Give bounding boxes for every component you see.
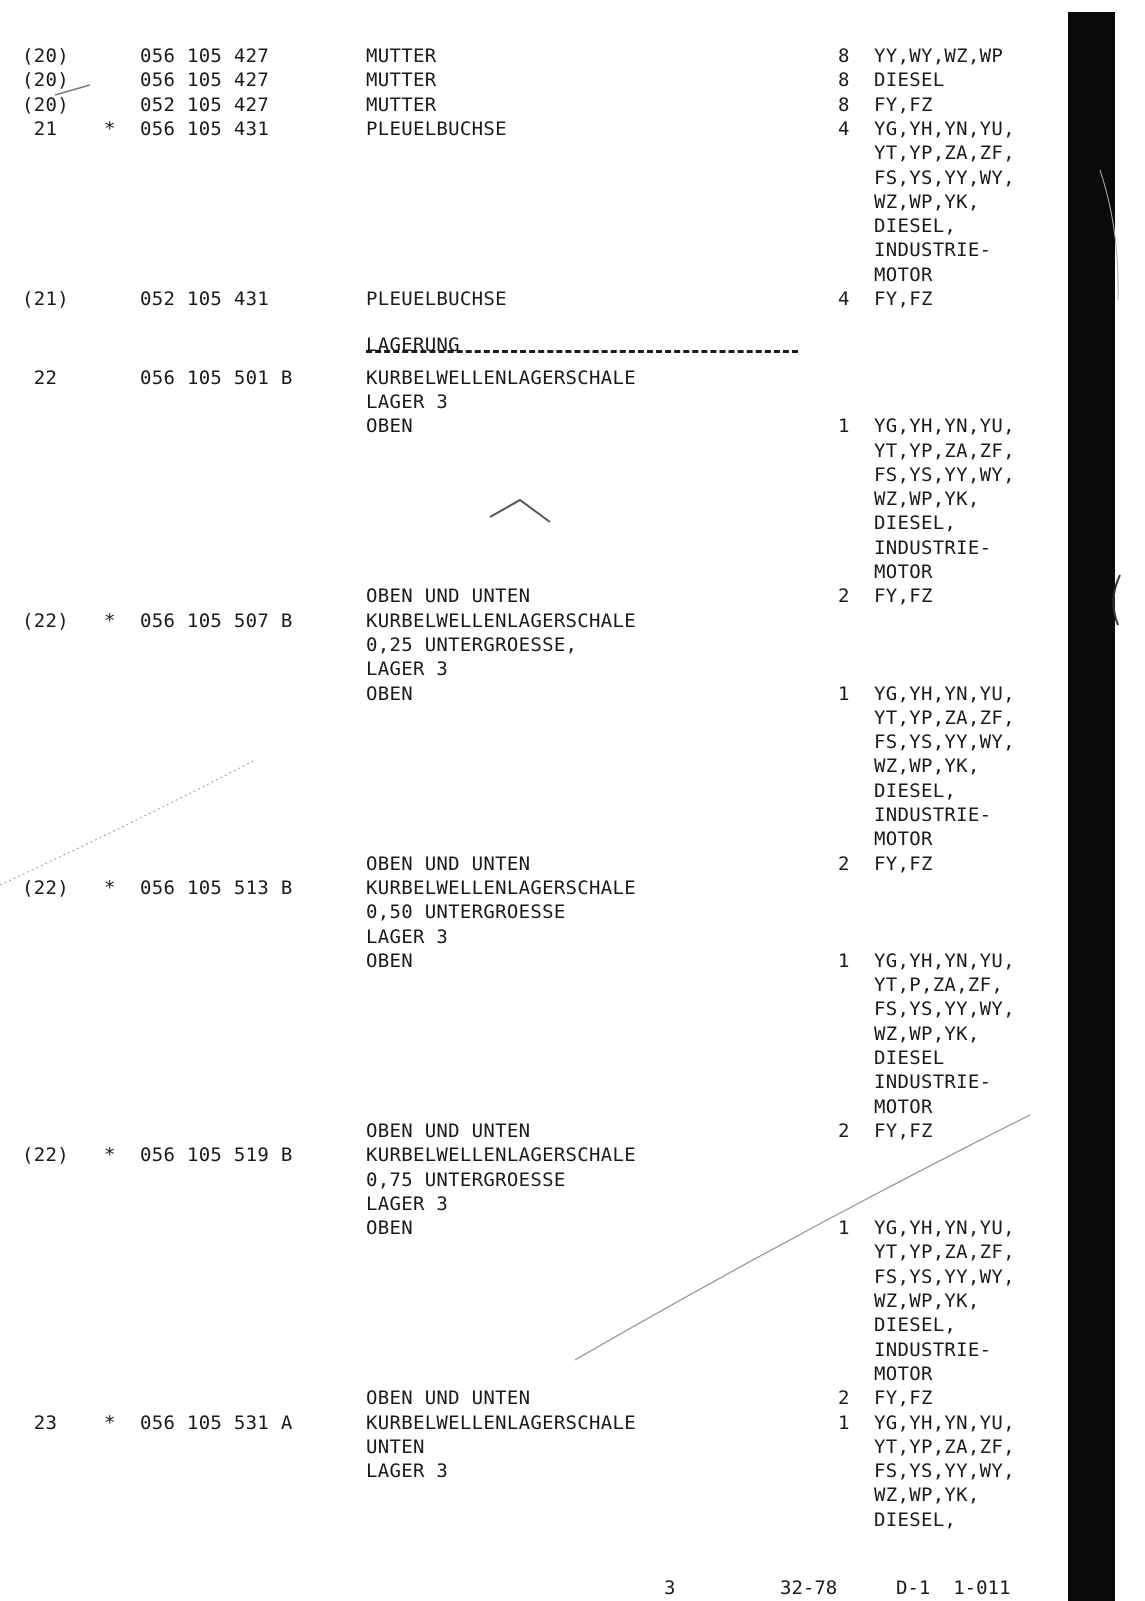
part-number: 052 105 431 bbox=[140, 288, 270, 310]
table-row bbox=[0, 754, 1080, 778]
description: OBEN UND UNTEN bbox=[366, 585, 531, 608]
remark-models: WZ,WP,YK, bbox=[874, 1290, 980, 1312]
table-row bbox=[0, 1046, 1080, 1070]
table-row bbox=[0, 439, 1080, 463]
table-row bbox=[0, 730, 1080, 754]
remark-models: MOTOR bbox=[874, 1095, 933, 1118]
remark-models: FY,FZ bbox=[874, 585, 933, 608]
change-marker: * bbox=[104, 876, 116, 899]
remark-models: YG,YH,YN,YU, bbox=[874, 117, 1015, 140]
remark-models: DIESEL, bbox=[874, 512, 957, 535]
table-row bbox=[0, 1289, 1080, 1313]
table-row bbox=[0, 584, 1080, 608]
table-row bbox=[0, 390, 1080, 414]
description: KURBELWELLENLAGERSCHALE bbox=[366, 876, 636, 899]
remark-models: WZ,WP,YK, bbox=[874, 1022, 980, 1045]
description: KURBELWELLENLAGERSCHALE bbox=[366, 1144, 636, 1167]
quantity: 8 bbox=[838, 69, 850, 92]
table-row bbox=[0, 117, 1080, 141]
description: OBEN bbox=[366, 415, 413, 438]
table-row bbox=[0, 536, 1080, 560]
remark-models: DIESEL, bbox=[874, 1508, 957, 1531]
position-number: (22) bbox=[22, 609, 69, 632]
table-row bbox=[0, 511, 1080, 535]
description: PLEUELBUCHSE bbox=[366, 288, 507, 310]
change-marker: * bbox=[104, 1144, 116, 1167]
remark-models: YY,WY,WZ,WP bbox=[874, 45, 1004, 67]
part-number: 052 105 427 bbox=[140, 93, 270, 116]
footer-reference: D-1 1-011 bbox=[896, 1577, 1011, 1599]
table-row bbox=[0, 1313, 1080, 1337]
table-row bbox=[0, 633, 1080, 657]
part-number: 056 105 427 bbox=[140, 69, 270, 92]
remark-models: WZ,WP,YK, bbox=[874, 488, 980, 511]
quantity: 1 bbox=[838, 949, 850, 972]
table-row bbox=[0, 803, 1080, 827]
remark-models: FS,YS,YY,WY, bbox=[874, 731, 1015, 754]
table-row bbox=[0, 1386, 1080, 1410]
description: OBEN bbox=[366, 1217, 413, 1240]
table-row bbox=[0, 238, 1080, 262]
part-number: 056 105 507 B bbox=[140, 609, 293, 632]
table-row bbox=[0, 852, 1080, 876]
description: OBEN UND UNTEN bbox=[366, 852, 531, 875]
remark-models: MOTOR bbox=[874, 561, 933, 583]
table-row bbox=[0, 949, 1080, 973]
quantity: 1 bbox=[838, 1217, 850, 1240]
table-row bbox=[0, 287, 1080, 311]
description: LAGER 3 bbox=[366, 390, 449, 413]
remark-models: FY,FZ bbox=[874, 852, 933, 875]
table-row bbox=[0, 1411, 1080, 1435]
remark-models: WZ,WP,YK, bbox=[874, 190, 980, 213]
remark-models: YG,YH,YN,YU, bbox=[874, 415, 1015, 438]
description: KURBELWELLENLAGERSCHALE bbox=[366, 1411, 636, 1434]
remark-models: WZ,WP,YK, bbox=[874, 1484, 980, 1507]
part-number: 056 105 431 bbox=[140, 117, 270, 140]
remark-models: INDUSTRIE- bbox=[874, 804, 992, 826]
description: 0,25 UNTERGROESSE, bbox=[366, 633, 578, 656]
remark-models: DIESEL bbox=[874, 1047, 945, 1069]
table-row bbox=[0, 997, 1080, 1021]
description: LAGER 3 bbox=[366, 1192, 449, 1215]
footer-date-code: 32-78 bbox=[780, 1577, 838, 1599]
table-row bbox=[0, 1240, 1080, 1264]
description: LAGER 3 bbox=[366, 658, 449, 681]
remark-models: FY,FZ bbox=[874, 1119, 933, 1142]
quantity: 8 bbox=[838, 93, 850, 116]
description: LAGERUNG bbox=[366, 334, 460, 357]
position-number: (20) bbox=[22, 45, 69, 67]
table-row bbox=[0, 1265, 1080, 1289]
part-number: 056 105 519 B bbox=[140, 1144, 293, 1167]
section-underline bbox=[366, 350, 798, 353]
table-row bbox=[0, 333, 1080, 357]
description: OBEN UND UNTEN bbox=[366, 1119, 531, 1142]
table-row bbox=[0, 1483, 1080, 1507]
remark-models: YT,YP,ZA,ZF, bbox=[874, 1435, 1015, 1458]
table-row bbox=[0, 190, 1080, 214]
change-marker: * bbox=[104, 609, 116, 632]
description: LAGER 3 bbox=[366, 925, 449, 948]
quantity: 1 bbox=[838, 415, 850, 438]
table-row bbox=[0, 900, 1080, 924]
remark-models: YG,YH,YN,YU, bbox=[874, 949, 1015, 972]
table-row bbox=[0, 463, 1080, 487]
table-row bbox=[0, 68, 1080, 92]
change-marker: * bbox=[104, 117, 116, 140]
table-row bbox=[0, 1362, 1080, 1386]
table-row bbox=[0, 1508, 1080, 1532]
remark-models: YG,YH,YN,YU, bbox=[874, 682, 1015, 705]
table-row bbox=[0, 1192, 1080, 1216]
remark-models: MOTOR bbox=[874, 1362, 933, 1385]
quantity: 4 bbox=[838, 117, 850, 140]
table-row bbox=[0, 1119, 1080, 1143]
quantity: 1 bbox=[838, 682, 850, 705]
table-row bbox=[0, 925, 1080, 949]
description: PLEUELBUCHSE bbox=[366, 117, 507, 140]
table-row bbox=[0, 1022, 1080, 1046]
remark-models: FY,FZ bbox=[874, 1387, 933, 1410]
remark-models: MOTOR bbox=[874, 828, 933, 851]
table-row bbox=[0, 1070, 1080, 1094]
remark-models: DIESEL, bbox=[874, 215, 957, 238]
remark-models: YT,P,ZA,ZF, bbox=[874, 974, 1004, 997]
table-row bbox=[0, 141, 1080, 165]
table-row bbox=[0, 366, 1080, 390]
remark-models: INDUSTRIE- bbox=[874, 239, 992, 262]
quantity: 2 bbox=[838, 1119, 850, 1142]
description: 0,50 UNTERGROESSE bbox=[366, 901, 566, 924]
remark-models: YG,YH,YN,YU, bbox=[874, 1411, 1015, 1434]
table-row bbox=[0, 1216, 1080, 1240]
description: KURBELWELLENLAGERSCHALE bbox=[366, 366, 636, 389]
remark-models: FS,YS,YY,WY, bbox=[874, 166, 1015, 189]
part-number: 056 105 501 B bbox=[140, 366, 293, 389]
part-number: 056 105 513 B bbox=[140, 876, 293, 899]
quantity: 2 bbox=[838, 852, 850, 875]
table-row bbox=[0, 609, 1080, 633]
table-row bbox=[0, 1168, 1080, 1192]
quantity: 1 bbox=[838, 1411, 850, 1434]
table-row bbox=[0, 1459, 1080, 1483]
remark-models: DIESEL bbox=[874, 69, 945, 92]
remark-models: DIESEL, bbox=[874, 1314, 957, 1337]
table-row bbox=[0, 1435, 1080, 1459]
remark-models: YT,YP,ZA,ZF, bbox=[874, 439, 1015, 462]
description: OBEN UND UNTEN bbox=[366, 1387, 531, 1410]
remark-models: INDUSTRIE- bbox=[874, 1338, 992, 1361]
table-row bbox=[0, 657, 1080, 681]
table-row bbox=[0, 214, 1080, 238]
table-row bbox=[0, 973, 1080, 997]
description: OBEN bbox=[366, 682, 413, 705]
quantity: 2 bbox=[838, 585, 850, 608]
remark-models: WZ,WP,YK, bbox=[874, 755, 980, 778]
remark-models: INDUSTRIE- bbox=[874, 1071, 992, 1094]
description: MUTTER bbox=[366, 45, 437, 67]
table-row bbox=[0, 263, 1080, 287]
remark-models: YG,YH,YN,YU, bbox=[874, 1217, 1015, 1240]
remark-models: FS,YS,YY,WY, bbox=[874, 1460, 1015, 1483]
table-row bbox=[0, 414, 1080, 438]
remark-models: DIESEL, bbox=[874, 779, 957, 802]
change-marker: * bbox=[104, 1411, 116, 1434]
position-number: (22) bbox=[22, 1144, 69, 1167]
table-row bbox=[0, 682, 1080, 706]
description: LAGER 3 bbox=[366, 1460, 449, 1483]
black-margin-bar bbox=[1068, 12, 1115, 1601]
quantity: 2 bbox=[838, 1387, 850, 1410]
table-row bbox=[0, 166, 1080, 190]
remark-models: FY,FZ bbox=[874, 288, 933, 310]
position-number: (20) bbox=[22, 69, 69, 92]
remark-models: FS,YS,YY,WY, bbox=[874, 998, 1015, 1021]
position-number: (20) bbox=[22, 93, 69, 116]
remark-models: YT,YP,ZA,ZF, bbox=[874, 1241, 1015, 1264]
description: OBEN bbox=[366, 949, 413, 972]
remark-models: FS,YS,YY,WY, bbox=[874, 1265, 1015, 1288]
description: KURBELWELLENLAGERSCHALE bbox=[366, 609, 636, 632]
table-row bbox=[0, 1143, 1080, 1167]
description: UNTEN bbox=[366, 1435, 425, 1458]
table-row bbox=[0, 779, 1080, 803]
position-number: (22) bbox=[22, 876, 69, 899]
table-row bbox=[0, 44, 1080, 68]
description: MUTTER bbox=[366, 93, 437, 116]
remark-models: FS,YS,YY,WY, bbox=[874, 463, 1015, 486]
table-row bbox=[0, 1338, 1080, 1362]
position-number: 21 bbox=[22, 117, 58, 140]
description: MUTTER bbox=[366, 69, 437, 92]
remark-models: YT,YP,ZA,ZF, bbox=[874, 142, 1015, 165]
quantity: 4 bbox=[838, 288, 850, 310]
part-number: 056 105 531 A bbox=[140, 1411, 293, 1434]
remark-models: INDUSTRIE- bbox=[874, 536, 992, 559]
table-row bbox=[0, 560, 1080, 584]
table-row bbox=[0, 1095, 1080, 1119]
remark-models: YT,YP,ZA,ZF, bbox=[874, 706, 1015, 729]
remark-models: MOTOR bbox=[874, 263, 933, 286]
footer-page-number: 3 bbox=[664, 1577, 676, 1599]
part-number: 056 105 427 bbox=[140, 45, 270, 67]
table-row bbox=[0, 827, 1080, 851]
table-row bbox=[0, 876, 1080, 900]
table-row bbox=[0, 93, 1080, 117]
position-number: (21) bbox=[22, 288, 69, 310]
position-number: 23 bbox=[22, 1411, 58, 1434]
quantity: 8 bbox=[838, 45, 850, 67]
position-number: 22 bbox=[22, 366, 58, 389]
table-row bbox=[0, 487, 1080, 511]
remark-models: FY,FZ bbox=[874, 93, 933, 116]
description: 0,75 UNTERGROESSE bbox=[366, 1168, 566, 1191]
table-row bbox=[0, 706, 1080, 730]
